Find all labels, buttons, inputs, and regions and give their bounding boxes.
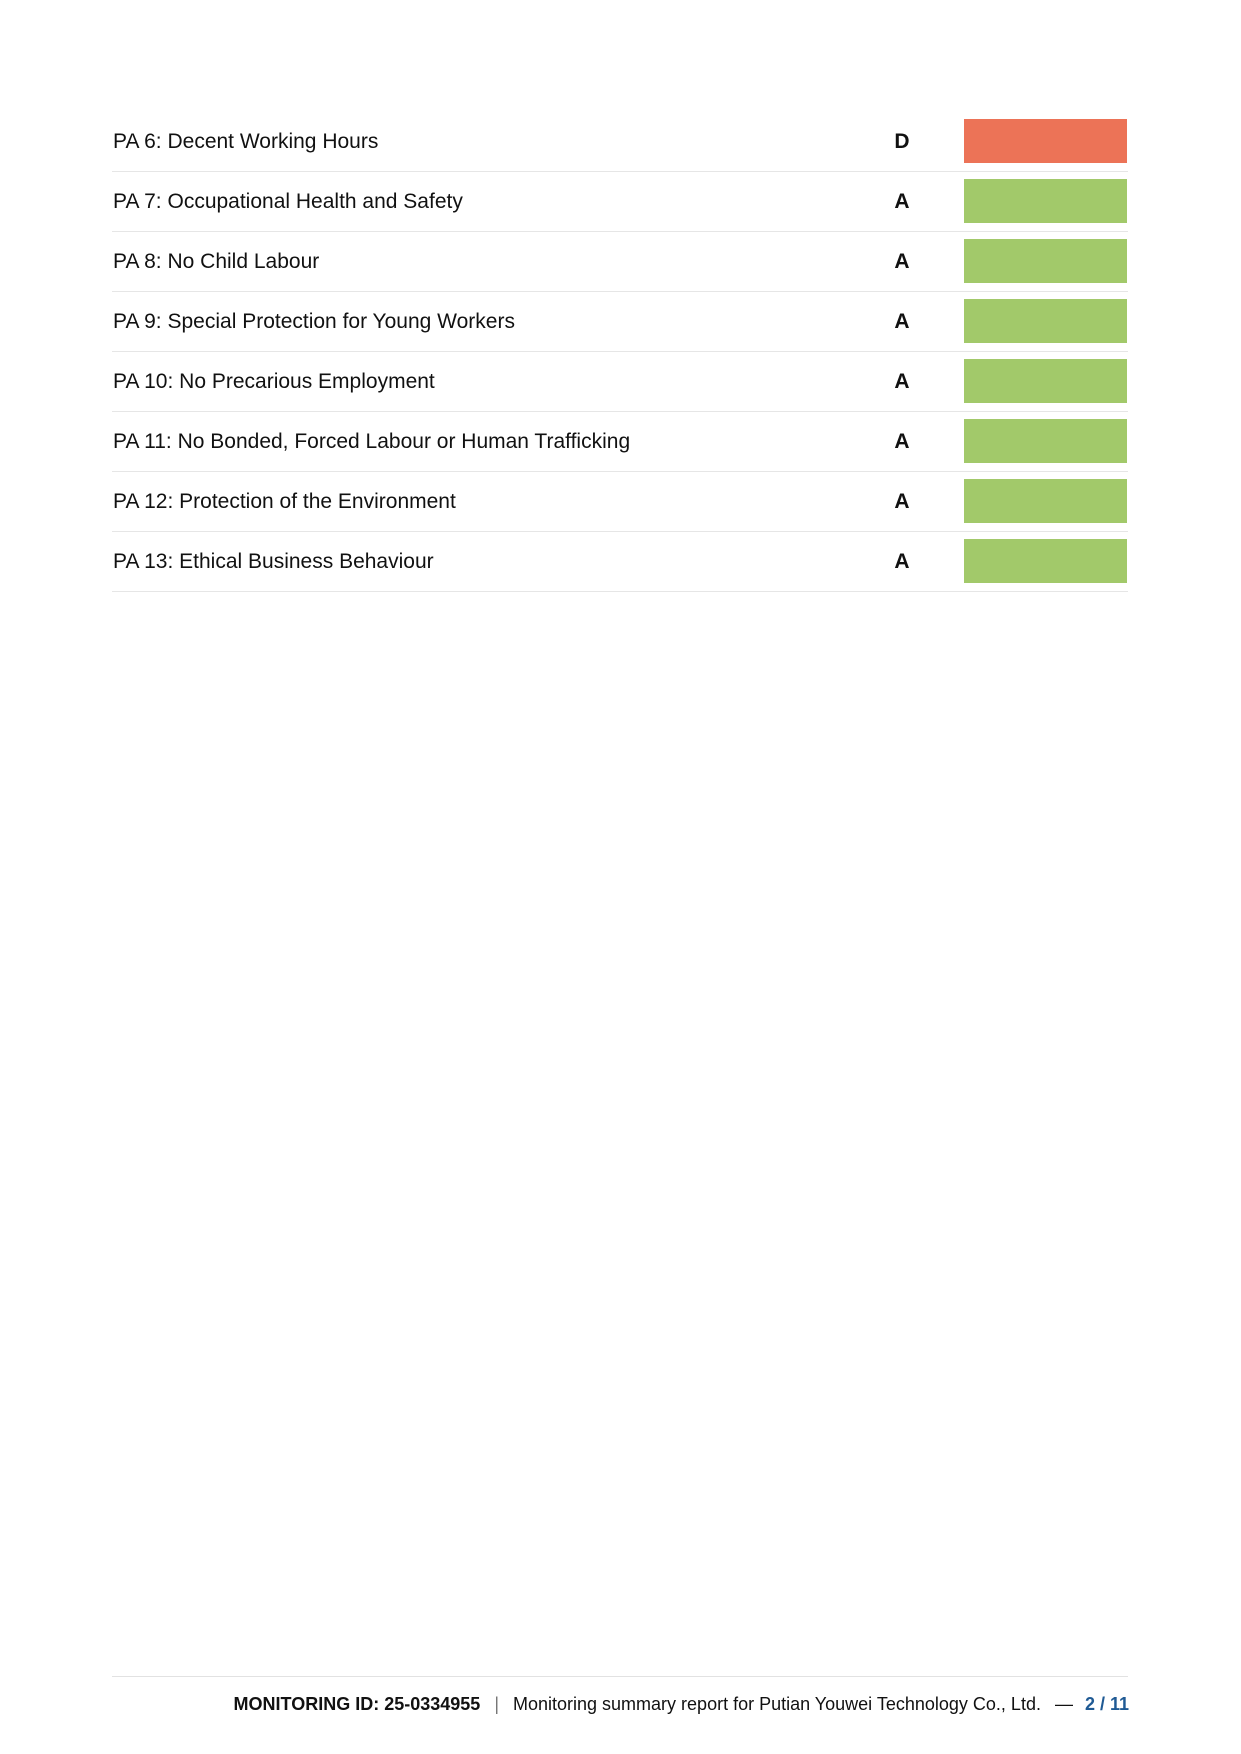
performance-areas-table: [112, 112, 1128, 592]
performance-area-label: PA 11: No Bonded, Forced Labour or Human Trafficking: [113, 430, 631, 453]
performance-area-label: PA 7: Occupational Health and Safety: [113, 190, 463, 213]
performance-area-grade: A: [894, 190, 910, 213]
grade-color-bar: [964, 359, 1127, 403]
performance-area-label: PA 10: No Precarious Employment: [113, 370, 435, 393]
grade-color-bar: [964, 419, 1127, 463]
table-row: [112, 412, 1128, 472]
table-row: [112, 352, 1128, 412]
performance-area-grade: A: [894, 370, 910, 393]
footer-separator: |: [494, 1694, 499, 1714]
performance-area-label: PA 6: Decent Working Hours: [113, 130, 379, 153]
table-row: [112, 112, 1128, 172]
performance-area-label: PA 12: Protection of the Environment: [113, 490, 456, 513]
monitoring-id-value: 25-0334955: [384, 1694, 481, 1714]
performance-area-grade: A: [894, 250, 910, 273]
grade-color-bar: [964, 119, 1127, 163]
grade-color-bar: [964, 539, 1127, 583]
table-row: [112, 232, 1128, 292]
performance-area-grade: A: [894, 550, 910, 573]
performance-area-grade: A: [894, 430, 910, 453]
performance-area-label: PA 13: Ethical Business Behaviour: [113, 550, 434, 573]
page-footer: [234, 1690, 1129, 1718]
performance-area-grade: D: [894, 130, 910, 153]
performance-area-label: PA 9: Special Protection for Young Workers: [113, 310, 515, 333]
page-number: 2 / 11: [1084, 1694, 1129, 1714]
grade-color-bar: [964, 179, 1127, 223]
grade-color-bar: [964, 299, 1127, 343]
table-row: [112, 172, 1128, 232]
grade-color-bar: [964, 239, 1127, 283]
footer-divider: [112, 1676, 1128, 1677]
performance-area-grade: A: [894, 490, 910, 513]
table-row: [112, 472, 1128, 532]
footer-dash: —: [1054, 1694, 1073, 1714]
table-row: [112, 292, 1128, 352]
table-row: [112, 532, 1128, 592]
report-description: Monitoring summary report for Putian Youwei Technology Co., Ltd.: [513, 1694, 1041, 1714]
monitoring-id-label: MONITORING ID:: [233, 1694, 380, 1714]
grade-color-bar: [964, 479, 1127, 523]
performance-area-label: PA 8: No Child Labour: [113, 250, 320, 273]
performance-area-grade: A: [894, 310, 910, 333]
